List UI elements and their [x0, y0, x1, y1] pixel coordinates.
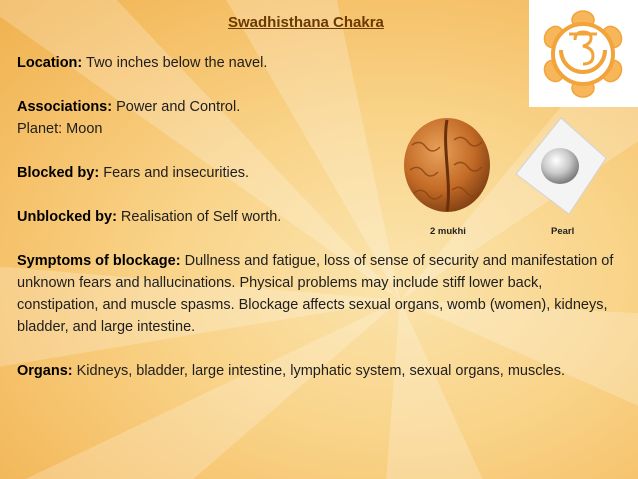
unblocked-label: Unblocked by: — [17, 209, 117, 225]
pearl-gem-icon — [514, 116, 608, 216]
rudraksha-bead-icon — [402, 115, 492, 215]
planet-text: Planet: Moon — [17, 121, 103, 137]
location-text: Two inches below the navel. — [82, 55, 268, 71]
blocked-label: Blocked by: — [17, 165, 100, 181]
organs-label: Organs: — [17, 363, 73, 379]
associations-label: Associations: — [17, 99, 113, 115]
blocked-text: Fears and insecurities. — [99, 165, 250, 181]
chakra-details — [17, 52, 617, 404]
symptoms-paragraph — [17, 250, 617, 338]
organs-paragraph — [17, 360, 617, 382]
associations-text: Power and Control. — [112, 99, 241, 115]
rudraksha-caption: 2 mukhi — [430, 226, 466, 237]
unblocked-text: Realisation of Self worth. — [116, 209, 282, 225]
organs-text: Kidneys, bladder, large intestine, lymphatic system, sexual organs, muscles. — [72, 363, 566, 379]
pearl-caption: Pearl — [551, 226, 575, 237]
pearl-image — [514, 116, 608, 221]
symptoms-text: Dullness and fatigue, loss of sense of security and manifestation of unknown fears and hallucinations. Physical problems may include stiff lower back, constipation, and muscle spasms. Blockage affects sexual organs, womb (women), kidneys, bladder, and large intestine. — [17, 253, 614, 335]
location-label: Location: — [17, 55, 83, 71]
location-paragraph — [17, 52, 617, 74]
rudraksha-image — [402, 115, 492, 220]
symptoms-label: Symptoms of blockage: — [17, 253, 181, 269]
page-title: Swadhisthana Chakra — [228, 14, 384, 31]
